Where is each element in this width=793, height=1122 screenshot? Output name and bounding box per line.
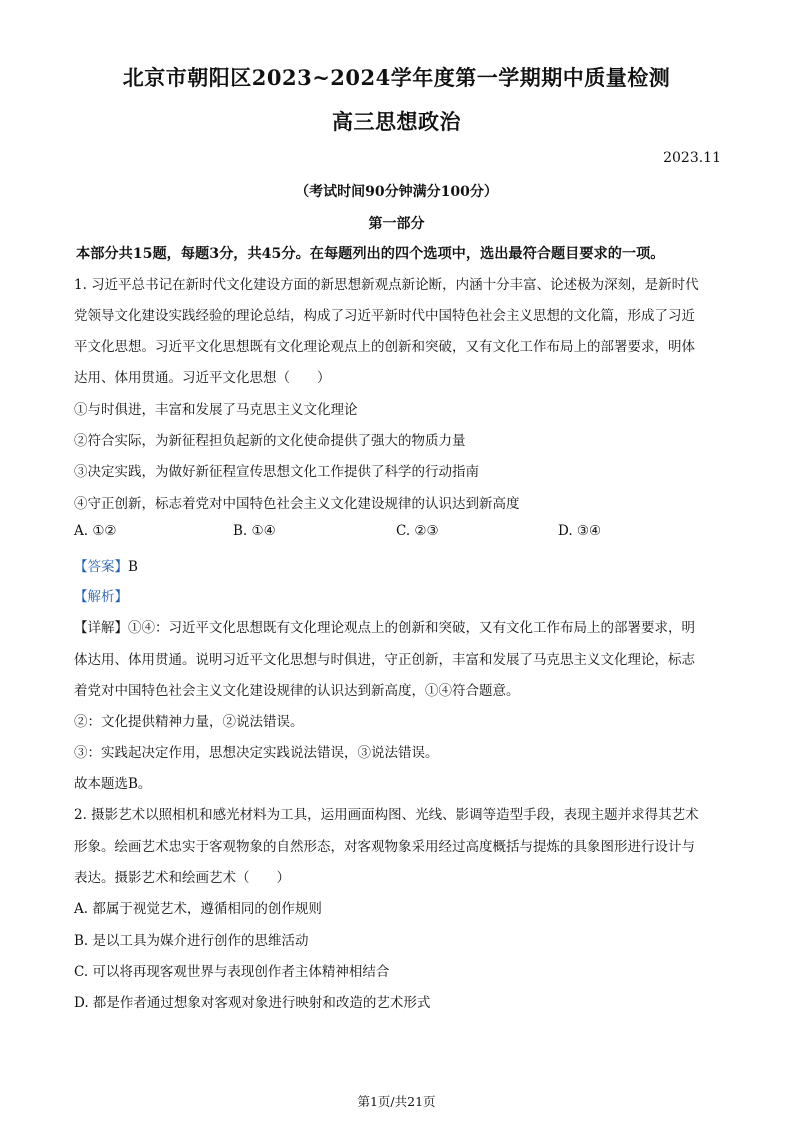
instruction: 本部分共15题，每题3分，共45分。在每题列出的四个选项中，选出最符合题目要求的一项。 — [76, 246, 665, 262]
q2-stem-line: 表达。摄影艺术和绘画艺术（ ） — [74, 870, 290, 886]
q1-statement: ③决定实践，为做好新征程宣传思想文化工作提供了科学的行动指南 — [74, 464, 479, 480]
q1-detail-line: ③：实践起决定作用，思想决定实践说法错误，③说法错误。 — [74, 745, 439, 761]
q2-option-c: C. 可以将再现客观世界与表现创作者主体精神相结合 — [74, 964, 390, 980]
q2-stem-line: 形象。绘画艺术忠实于客观物象的自然形态，对客观物象采用经过高度概括与提炼的具象图形进行设计与 — [74, 839, 695, 855]
q1-option-c: C. ②③ — [396, 523, 439, 539]
detail-text: ①④：习近平文化思想既有文化理论观点上的创新和突破，又有文化工作布局上的部署要求，明 — [128, 620, 695, 636]
q2-option-a: A. 都属于视觉艺术，遵循相同的创作规则 — [74, 901, 322, 917]
q1-answer — [74, 555, 138, 575]
exam-title: 北京市朝阳区2023~2024学年度第一学期期中质量检测 — [122, 65, 671, 90]
answer-tag: 【答案】 — [74, 559, 128, 575]
q1-option-b: B. ①④ — [233, 523, 276, 539]
q1-detail-line: 着党对中国特色社会主义文化建设规律的认识达到新高度，①④符合题意。 — [74, 683, 520, 699]
q1-statement: ②符合实际，为新征程担负起新的文化使命提供了强大的物质力量 — [74, 433, 466, 449]
q1-detail-line — [74, 616, 695, 636]
page-number: 第1页/共21页 — [357, 1094, 436, 1109]
q1-statement: ①与时俱进，丰富和发展了马克思主义文化理论 — [74, 402, 358, 418]
q1-stem-line: 党领导文化建设实践经验的理论总结，构成了习近平新时代中国特色社会主义思想的文化篇，形成了习近 — [74, 308, 695, 324]
q1-stem-line: 达用、体用贯通。习近平文化思想（ ） — [74, 370, 331, 386]
answer-value: B — [128, 559, 138, 575]
subject-title: 高三思想政治 — [332, 109, 461, 134]
q1-option-a: A. ①② — [74, 523, 117, 539]
exam-date: 2023.11 — [663, 150, 721, 166]
q1-detail-line: ②：文化提供精神力量，②说法错误。 — [74, 714, 304, 730]
q1-option-d: D. ③④ — [558, 523, 602, 539]
q1-statement: ④守正创新，标志着党对中国特色社会主义文化建设规律的认识达到新高度 — [74, 496, 520, 512]
q2-stem-line: 2. 摄影艺术以照相机和感光材料为工具，运用画面构图、光线、影调等造型手段，表现主题并求得其艺术 — [74, 807, 699, 823]
q1-detail-line: 故本题选B。 — [74, 776, 152, 792]
part-heading: 第一部分 — [368, 216, 425, 232]
analysis-tag: 【解析】 — [74, 589, 128, 605]
detail-tag: 【详解】 — [74, 620, 128, 636]
q1-analysis — [74, 585, 128, 605]
q1-detail-line: 体达用、体用贯通。说明习近平文化思想与时俱进，守正创新，丰富和发展了马克思主义文化理论，标志 — [74, 652, 695, 668]
q2-option-b: B. 是以工具为媒介进行创作的思维活动 — [74, 933, 309, 949]
q1-stem-line: 1. 习近平总书记在新时代文化建设方面的新思想新观点新论断，内涵十分丰富、论述极为深刻，是新时代 — [74, 277, 699, 293]
exam-info: （考试时间90分钟满分100分） — [295, 184, 498, 200]
q1-stem-line: 平文化思想。习近平文化思想既有文化理论观点上的创新和突破，又有文化工作布局上的部署要求，明体 — [74, 339, 695, 355]
q2-option-d: D. 都是作者通过想象对客观对象进行映射和改造的艺术形式 — [74, 995, 431, 1011]
